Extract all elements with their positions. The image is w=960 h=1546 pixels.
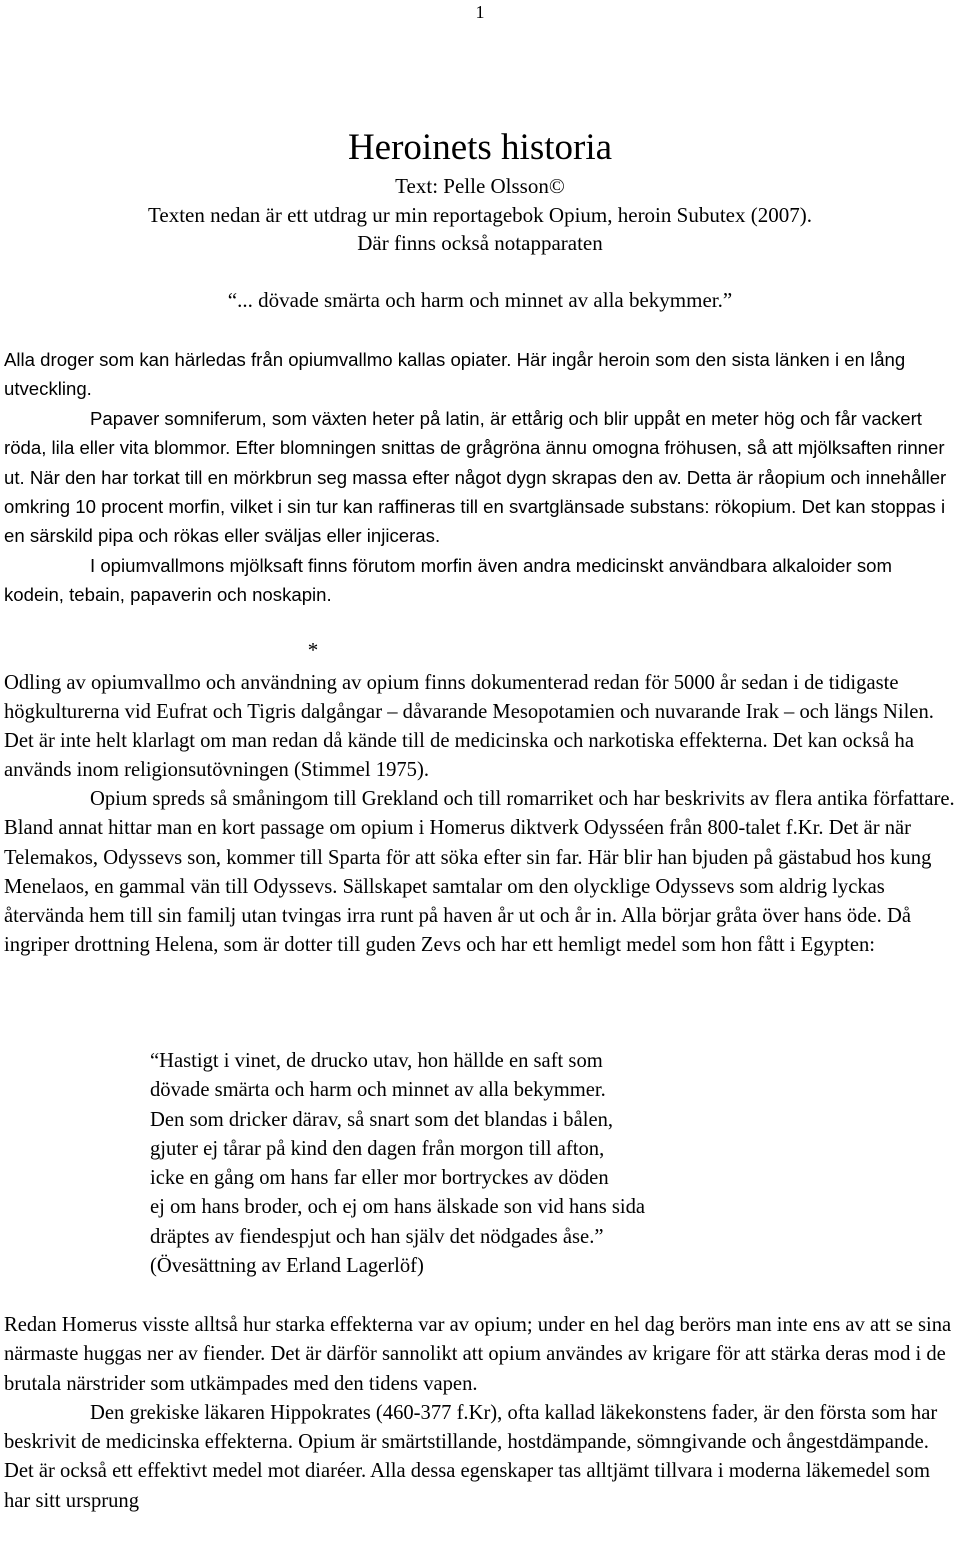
title-block [0, 124, 960, 258]
byline: Text: Pelle Olsson© [395, 174, 565, 198]
section-opiates [4, 345, 956, 610]
poem-attribution: (Övesättning av Erland Lagerlöf) [150, 1255, 424, 1278]
section-separator: * [307, 638, 319, 662]
paragraph: Redan Homerus visste alltså hur starka effekterna var av opium; under en hel dag berörs man inte ens av att se sina närmaste huggas ner av fiender. Det är därför sannolikt att opium användes av krigare för att stärka deras mod i de brutala närstrider som utkämpades med den tidens vapen. [4, 1314, 952, 1395]
section-history [4, 669, 956, 960]
poem-line: Den som dricker därav, så snart som det blandas i bålen, [150, 1108, 614, 1131]
page-title: Heroinets historia [347, 127, 613, 168]
paragraph: Papaver somniferum, som växten heter på latin, är ettårig och blir uppåt en meter hög och får vackert röda, lila eller vita blommor. Efter blomningen snittas de grågröna ännu omogna fröhusen, så att mjölksaften rinner ut. När den har torkat till en mörkbrun seg massa efter något dygn skrapas den av. Detta är råopium och innehåller omkring 10 procent morfin, vilket i sin tur kan raffineras till en svartglänsade substans: rökopium. Det kan stoppas i en särskild pipa och rökas eller sväljas eller injiceras. [4, 407, 947, 547]
poem-line: “Hastigt i vinet, de drucko utav, hon hällde en saft som [150, 1050, 603, 1072]
paragraph: Den grekiske läkaren Hippokrates (460-377 f.Kr), ofta kallad läkekonstens fader, är den första som har beskrivit de medicinska effekterna. Opium är smärtstillande, hostdämpande, sömngivande och ångestdämpande. Det är också ett effektivt medel mot diaréer. Alla dessa egenskaper tas alltjämt tillvara i moderna läkemedel som har sitt ursprung [4, 1401, 938, 1512]
source-note: Texten nedan är ett utdrag ur min reportagebok Opium, heroin Subutex (2007). [148, 202, 812, 227]
poem-line: gjuter ej tårar på kind den dagen från morgon till afton, [150, 1137, 605, 1160]
poem-line: icke en gång om hans far eller mor bortryckes av döden [150, 1167, 609, 1190]
notes-note: Där finns också notapparaten [357, 231, 603, 255]
paragraph: I opiumvallmons mjölksaft finns förutom morfin även andra medicinskt användbara alkaloider som kodein, tebain, papaverin och noskapin. [4, 554, 892, 606]
intro-quote: “... dövade smärta och harm och minnet av alla bekymmer.” [227, 288, 733, 312]
poem-quote [150, 1047, 950, 1281]
paragraph: Opium spreds så småningom till Grekland och till romarriket och har beskrivits av flera antika författare. Bland annat hittar man en kort passage om opium i Homerus diktverk Odysséen från 800-talet f.Kr. Det är när Telemakos, Odyssevs son, kommer till Sparta för att söka efter sin far. Här blir han bjuden på gästabud hos kung Menelaos, en gammal vän till Odyssevs. Sällskapet samtalar om den olycklige Odyssevs som aldrig lyckas återvända hem till sin familj utan tvingas irra runt på haven år ut och år in. Alla börjar gråta över hans öde. Då ingriper drottning Helena, som är dotter till guden Zevs och har ett hemligt medel som hon fått i Egypten: [4, 788, 955, 956]
poem-line: dräptes av fiendespjut och han själv det nödgades åse.” [150, 1225, 604, 1248]
paragraph: Odling av opiumvallmo och användning av opium finns dokumenterad redan för 5000 år sedan i de tidigaste högkulturerna vid Eufrat och Tigris dalgångar – dåvarande Mesopotamien och nuvarande Irak – och längs Nilen. Det är inte helt klarlagt om man redan då kände till de medicinska och narkotiska effekterna. Det kan också ha används inom religionsutövningen (Stimmel 1975). [4, 672, 934, 782]
poem-line: dövade smärta och harm och minnet av alla bekymmer. [150, 1079, 606, 1102]
page-number: 1 [475, 2, 485, 22]
section-homer [4, 1311, 956, 1516]
paragraph: Alla droger som kan härledas från opiumvallmo kallas opiater. Här ingår heroin som den sista länken i en lång utveckling. [4, 349, 906, 400]
poem-line: ej om hans broder, och ej om hans älskade son vid hans sida [150, 1196, 646, 1219]
